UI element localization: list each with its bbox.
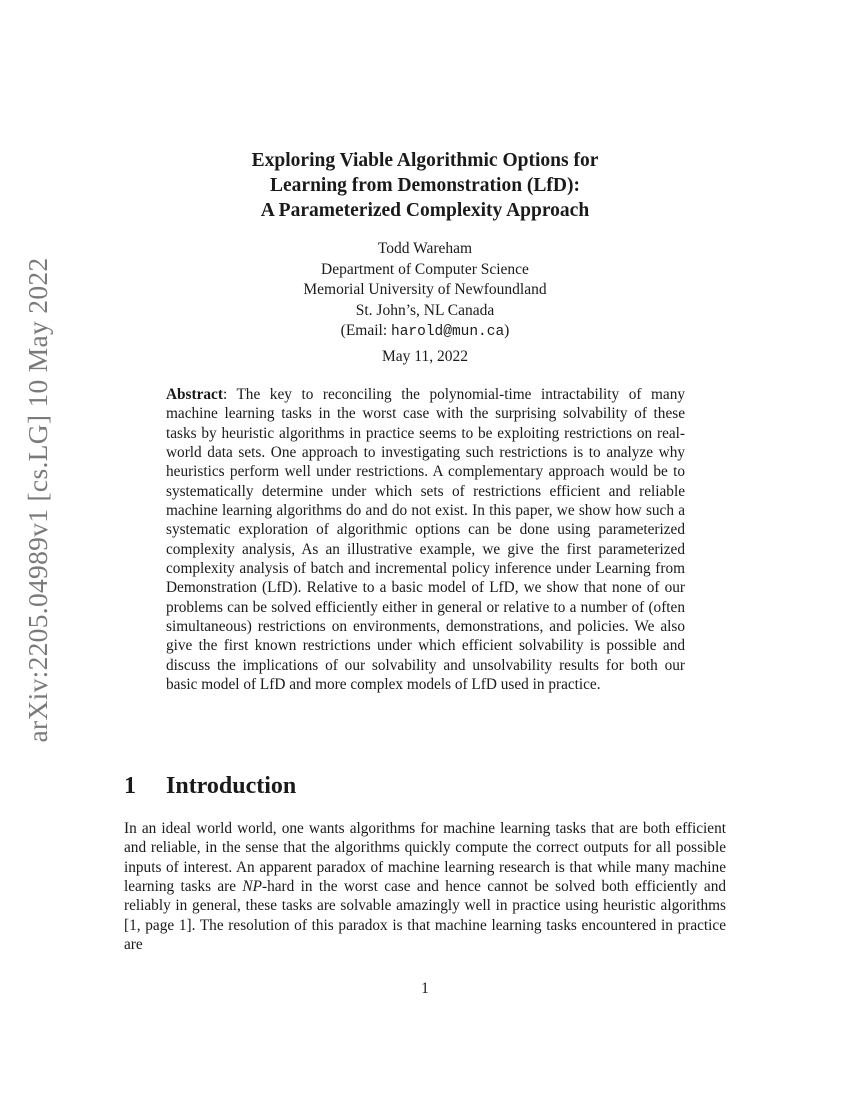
author-department: Department of Computer Science — [321, 260, 529, 278]
abstract — [166, 385, 685, 695]
email-suffix: ) — [504, 322, 510, 339]
intro-paragraph — [124, 819, 726, 954]
email-prefix: (Email: — [340, 322, 392, 339]
section-heading — [124, 771, 296, 801]
paper-title — [0, 148, 850, 223]
author-location: St. John’s, NL Canada — [355, 301, 495, 319]
intro-text-1: In an ideal world world, one wants algorithms for machine learning tasks that are both efficient and reliable, in the sense that the algorithms quickly compute the correct outputs for all possible inputs of interest. An apparent paradox of machine learning research is that while many machine learning tasks are — [124, 820, 726, 896]
section-number: 1 — [124, 773, 136, 799]
title-line-3: A Parameterized Complexity Approach — [260, 200, 590, 221]
author-email: harold@mun.ca — [391, 324, 505, 340]
section-title: Introduction — [166, 773, 297, 799]
arxiv-identifier: arXiv:2205.04989v1 [cs.LG] 10 May 2022 — [22, 257, 53, 743]
author-email-line — [0, 321, 850, 343]
author-block — [0, 239, 850, 343]
author-university: Memorial University of Newfoundland — [303, 281, 547, 298]
intro-text-2: -hard in the worst case and hence cannot be solved both efficiently and reliably in general, these tasks are solvable amazingly well in practice using heuristic algorithms [1, page 1]. The resolution of this paradox is that machine learning tasks encountered in practice are — [124, 878, 727, 954]
author-name: Todd Wareham — [377, 240, 473, 257]
abstract-text: : The key to reconciling the polynomial-time intractability of many machine learning tasks in the worst case with the surprising solvability of these tasks by heuristic algorithms in practice seems to be exploiting restrictions on real-world data sets. One approach to investigating such restrictions is to analyze why heuristics perform well under restrictions. A complementary approach would be to systematically determine under which sets of restrictions efficient and reliable machine learning algorithms do and do not exist. In this paper, we show how such a systematic exploration of algorithmic options can be done using parameterized complexity analysis, As an illustrative example, we give the first parameterized complexity analysis of batch and incremental policy inference under Learning from Demonstration (LfD). Relative to a basic model of LfD, we show that none of our problems can be solved efficiently either in general or relative to a number of (often simultaneous) restrictions on environments, demonstrations, and policies. We also give the first known restrictions under which efficient solvability is possible and discuss the implications of our solvability and unsolvability results for both our basic model of LfD and more complex models of LfD used in practice. — [166, 386, 685, 694]
paper-date: May 11, 2022 — [382, 348, 468, 365]
page-number: 1 — [421, 980, 429, 997]
abstract-label: Abstract — [166, 386, 223, 403]
intro-np: NP — [242, 878, 262, 896]
title-line-1: Exploring Viable Algorithmic Options for — [251, 150, 599, 171]
title-line-2: Learning from Demonstration (LfD): — [270, 175, 580, 196]
